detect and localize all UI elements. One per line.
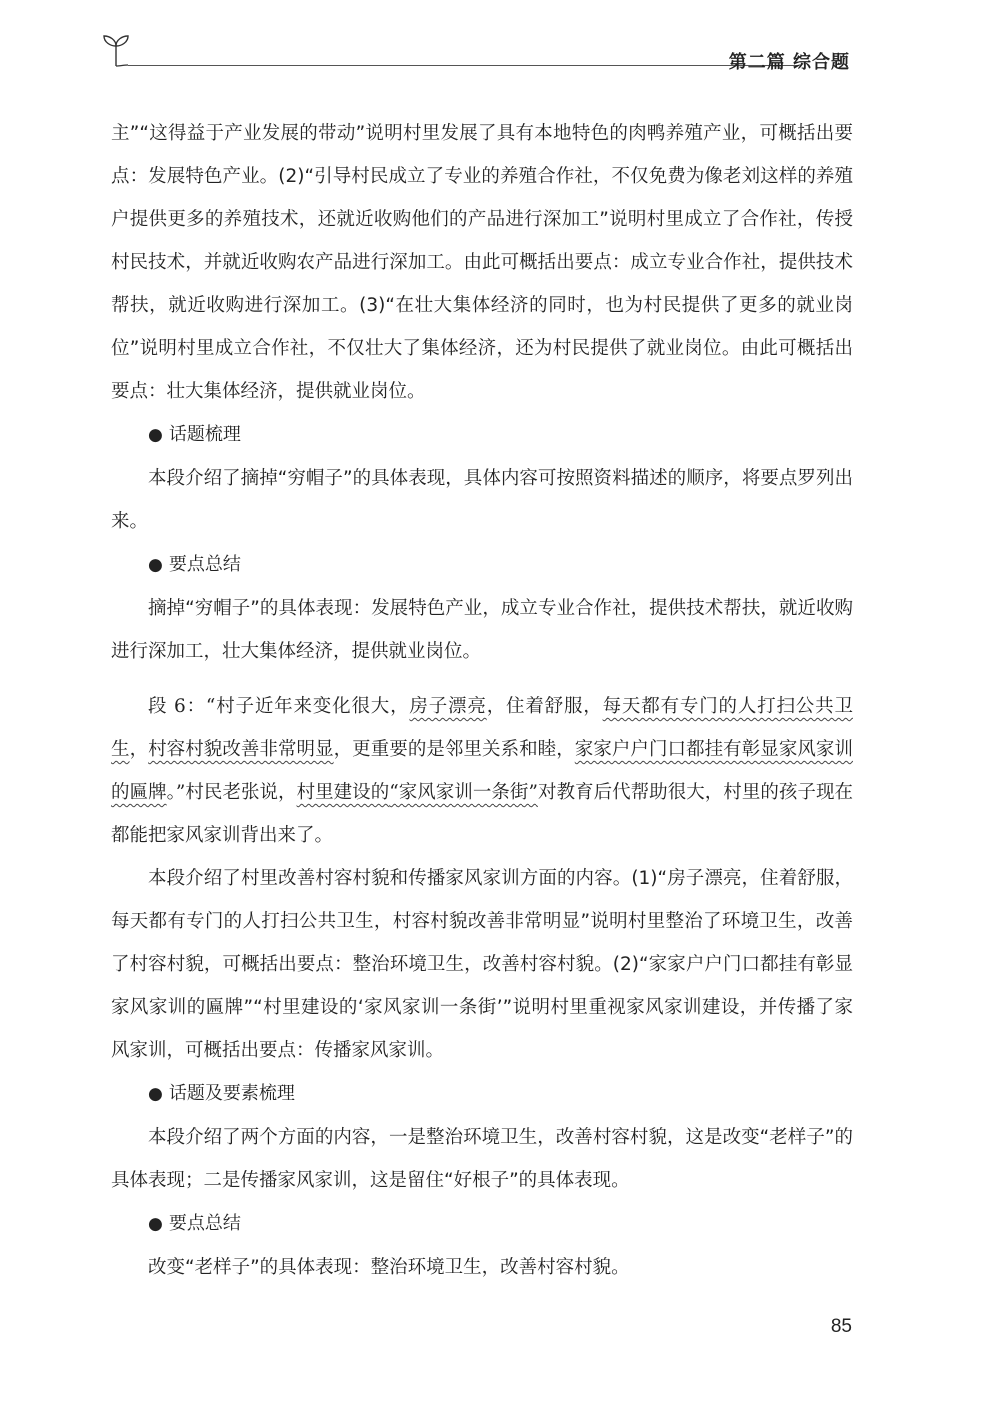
sprout-icon [100,28,134,68]
topic-text: 本段介绍了摘掉“穷帽子”的具体表现，具体内容可按照资料描述的顺序，将要点罗列出来。 [111,468,853,532]
source-paragraph-6: 段 6：“村子近年来变化很大，房子漂亮，住着舒服，每天都有专门的人打扫公共卫生，村容村貌改善非常明显，更重要的是邻里关系和睦，家家户户门口都挂有彰显家风家训的匾牌。”村民老张说，村里建设的“家风家训一条街”对教育后代帮助很大，村里的孩子现在都能把家风家训背出来了。 [111,696,853,846]
summary-heading: ● 要点总结 [148,1213,241,1234]
bullet-icon: ● [148,1214,163,1234]
page-body [111,112,853,1289]
bullet-icon: ● [148,425,163,445]
section-title: 第二篇 综合题 [728,52,850,73]
summary-heading: ● 要点总结 [148,554,241,575]
topic-heading: ● 话题梳理 [148,424,241,445]
topic-heading: ● 话题及要素梳理 [148,1083,295,1104]
topic-text: 本段介绍了两个方面的内容，一是整治环境卫生，改善村容村貌，这是改变“老样子”的具体表现；二是传播家风家训，这是留住“好根子”的具体表现。 [111,1127,853,1191]
analysis-paragraph-5: 主”“这得益于产业发展的带动”说明村里发展了具有本地特色的肉鸭养殖产业，可概括出要点：发展特色产业。(2)“引导村民成立了专业的养殖合作社，不仅免费为像老刘这样的养殖户提供更多的养殖技术，还就近收购他们的产品进行深加工”说明村里成立了合作社，传授村民技术，并就近收购农产品进行深加工。由此可概括出要点：成立专业合作社，提供技术帮扶，就近收购进行深加工。(3)“在壮大集体经济的同时，也为村民提供了更多的就业岗位”说明村里成立合作社，不仅壮大了集体经济，还为村民提供了就业岗位。由此可概括出要点：壮大集体经济，提供就业岗位。 [111,123,853,402]
bullet-icon: ● [148,1084,163,1104]
page-number: 85 [830,1316,852,1337]
header-rule [128,65,798,66]
summary-text: 改变“老样子”的具体表现：整治环境卫生，改善村容村貌。 [148,1257,630,1278]
bullet-icon: ● [148,555,163,575]
analysis-paragraph-6: 本段介绍了村里改善村容村貌和传播家风家训方面的内容。(1)“房子漂亮，住着舒服，每天都有专门的人打扫公共卫生，村容村貌改善非常明显”说明村里整治了环境卫生，改善了村容村貌，可概括出要点：整治环境卫生，改善村容村貌。(2)“家家户户门口都挂有彰显家风家训的匾牌”“村里建设的‘家风家训一条街’”说明村里重视家风家训建设，并传播了家风家训，可概括出要点：传播家风家训。 [111,868,853,1061]
page-header [100,28,860,78]
summary-text: 摘掉“穷帽子”的具体表现：发展特色产业，成立专业合作社，提供技术帮扶，就近收购进行深加工，壮大集体经济，提供就业岗位。 [111,598,853,662]
